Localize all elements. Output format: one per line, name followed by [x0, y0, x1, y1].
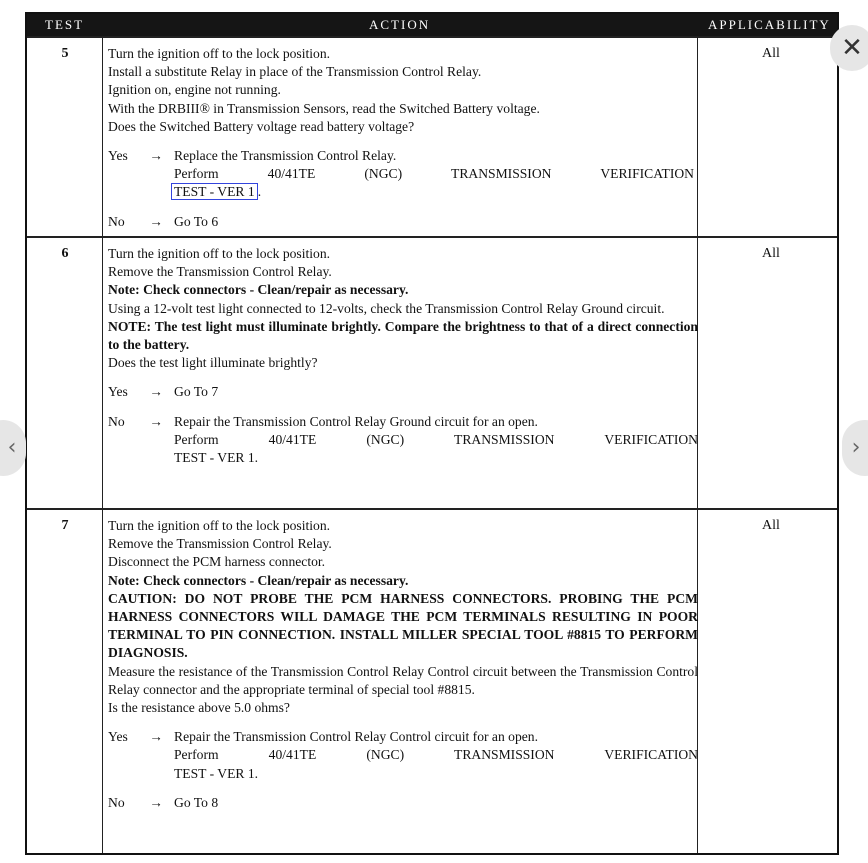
action-step: Remove the Transmission Control Relay.: [108, 536, 332, 552]
branch-action: Repair the Transmission Control Relay Control circuit for an open.: [174, 729, 538, 745]
action-step: Is the resistance above 5.0 ohms?: [108, 700, 290, 716]
arrow-icon: →: [149, 729, 163, 745]
action-note: Note: Check connectors - Clean/repair as necessary.: [108, 572, 409, 588]
table-row: [27, 236, 837, 510]
action-step: Using a 12-volt test light connected to 12-volts, check the Transmission Control Relay Ground circuit.: [108, 300, 665, 316]
header-test: TEST: [45, 17, 85, 32]
arrow-icon: →: [149, 213, 163, 229]
arrow-icon: →: [149, 384, 163, 400]
table-header: [27, 14, 837, 36]
branch-action: TEST - VER 1.: [174, 450, 259, 466]
action-step: Remove the Transmission Control Relay.: [108, 264, 332, 280]
applicability-value: All: [762, 46, 780, 61]
action-cell: [108, 45, 694, 231]
chevron-right-icon: ›: [851, 435, 861, 460]
action-step: Measure the resistance of the Transmission Control Relay Control circuit between the Transmission Control Relay connector and the appropriate terminal of special tool #8815.: [108, 663, 698, 697]
branch-action: Perform 40/41TE (NGC) TRANSMISSION VERIFICATION: [174, 747, 698, 763]
no-branch: [108, 213, 694, 231]
header-applicability: APPLICABILITY: [708, 17, 831, 32]
branch-action: Go To 8: [174, 794, 219, 810]
next-image-button[interactable]: [842, 420, 868, 476]
chevron-left-icon: ‹: [7, 435, 17, 460]
branch-action: TEST - VER 1.: [174, 765, 259, 781]
action-cell: [108, 517, 698, 812]
action-step: Does the Switched Battery voltage read battery voltage?: [108, 118, 415, 134]
yes-label: Yes: [108, 729, 128, 745]
arrow-icon: →: [149, 794, 163, 810]
diagnostic-table: [25, 12, 839, 855]
applicability-value: All: [762, 246, 780, 261]
branch-action: Perform 40/41TE (NGC) TRANSMISSION VERIFICATION: [174, 431, 698, 447]
action-step: Turn the ignition off to the lock position.: [108, 518, 331, 533]
yes-branch: [108, 383, 698, 401]
close-button[interactable]: [830, 25, 868, 71]
action-step: Does the test light illuminate brightly?: [108, 355, 318, 371]
table-row: [27, 508, 837, 853]
action-note: Note: Check connectors - Clean/repair as necessary.: [108, 282, 409, 298]
table-row: [27, 36, 837, 238]
action-cell: [108, 245, 698, 467]
selected-text[interactable]: TEST - VER 1: [171, 183, 258, 200]
no-label: No: [108, 413, 125, 429]
test-number: 6: [61, 246, 69, 261]
yes-branch: [108, 147, 694, 202]
no-branch: [108, 794, 698, 812]
yes-label: Yes: [108, 148, 128, 164]
branch-action: Go To 6: [174, 213, 219, 229]
arrow-icon: →: [149, 148, 163, 164]
action-step: Turn the ignition off to the lock position.: [108, 246, 331, 261]
action-step: Ignition on, engine not running.: [108, 82, 281, 98]
test-number: 7: [61, 518, 69, 533]
no-label: No: [108, 213, 125, 229]
header-action: ACTION: [369, 17, 431, 32]
action-note: NOTE: The test light must illuminate brightly. Compare the brightness to that of a direct connection to the battery.: [108, 318, 698, 353]
no-label: No: [108, 794, 125, 810]
punctuation: .: [257, 184, 262, 200]
yes-label: Yes: [108, 384, 128, 400]
action-step: Disconnect the PCM harness connector.: [108, 554, 326, 570]
branch-action: Go To 7: [174, 384, 219, 400]
yes-branch: [108, 728, 698, 783]
branch-action: Repair the Transmission Control Relay Ground circuit for an open.: [174, 413, 538, 429]
action-step: Install a substitute Relay in place of the Transmission Control Relay.: [108, 64, 482, 80]
close-icon: ✕: [841, 33, 863, 63]
applicability-value: All: [762, 518, 780, 533]
action-caution: CAUTION: DO NOT PROBE THE PCM HARNESS CONNECTORS. PROBING THE PCM HARNESS CONNECTORS WILL DAMAGE THE PCM TERMINALS RESULTING IN POOR TERMINAL TO PIN CONNECTION. INSTALL MILLER SPECIAL TOOL #8815 TO PERFORM DIAGNOSIS.: [108, 590, 698, 661]
action-step: Turn the ignition off to the lock position.: [108, 46, 331, 61]
arrow-icon: →: [149, 413, 163, 429]
branch-action: Perform 40/41TE (NGC) TRANSMISSION VERIFICATION: [174, 166, 694, 182]
previous-image-button[interactable]: [0, 420, 26, 476]
test-number: 5: [61, 46, 69, 61]
branch-action: Replace the Transmission Control Relay.: [174, 148, 397, 164]
action-step: With the DRBIII® in Transmission Sensors, read the Switched Battery voltage.: [108, 100, 540, 116]
no-branch: [108, 413, 698, 468]
